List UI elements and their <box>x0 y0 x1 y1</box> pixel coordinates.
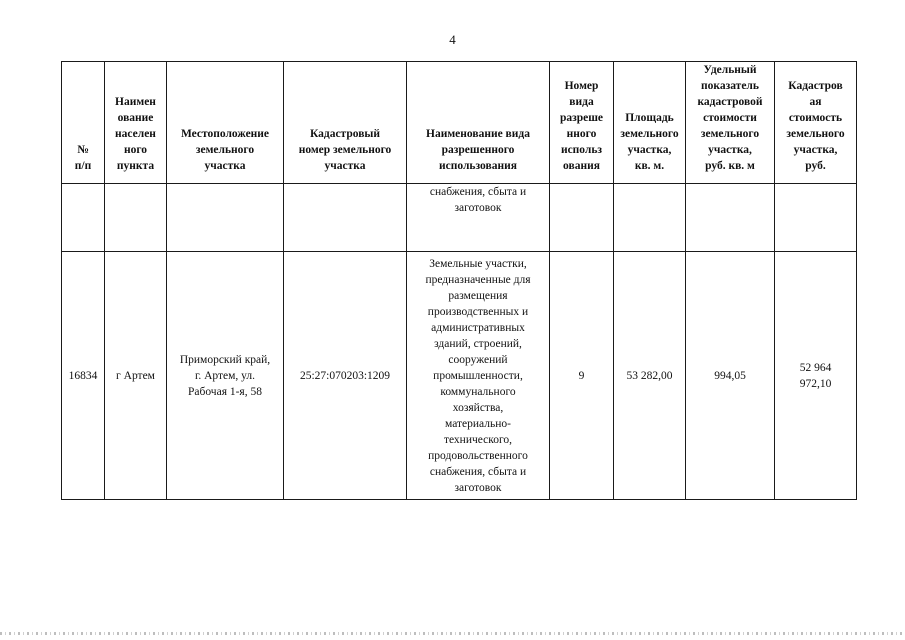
cadastral-value-table <box>61 61 857 500</box>
cell-number: 16834 <box>62 252 105 500</box>
text-line: хозяйства, <box>452 402 504 414</box>
text-line: Местоположение <box>180 128 270 140</box>
text-line: п/п <box>74 160 92 172</box>
text-line: продовольственного <box>428 450 528 462</box>
text-line: материально- <box>445 418 511 430</box>
header-number <box>62 62 105 184</box>
text-line: участка, <box>708 144 752 156</box>
cell-unit-value: 994,05 <box>686 252 775 500</box>
text-line: ование <box>117 112 154 124</box>
header-use-code <box>550 62 614 184</box>
text-line: земельного <box>620 128 679 140</box>
header-area <box>614 62 686 184</box>
text-line: участка, <box>627 144 672 156</box>
text-line: промышленности, <box>433 370 523 382</box>
text-line: руб. <box>805 160 826 172</box>
cell-empty <box>775 184 857 252</box>
text-line: коммунального <box>440 386 516 398</box>
text-line: номер земельного <box>298 144 392 156</box>
text-line: снабжения, сбыта и <box>429 466 527 478</box>
text-line: ного <box>123 144 148 156</box>
text-line: производственных и <box>427 306 529 318</box>
text-line: Земельные участки, <box>429 258 527 270</box>
header-use-type <box>407 62 550 184</box>
text-line: Номер <box>564 80 599 92</box>
cell-area: 53 282,00 <box>614 252 686 500</box>
text-line: Рабочая 1-я, 58 <box>188 385 262 398</box>
cell-empty <box>284 184 407 252</box>
text-line: пункта <box>116 160 155 172</box>
text-line: нного <box>566 128 597 140</box>
cell-use-type <box>407 252 550 500</box>
text-line: разреше <box>559 112 604 124</box>
header-cadastral-value <box>775 62 857 184</box>
text-line: административных <box>431 322 525 334</box>
text-line: населен <box>115 128 156 140</box>
cell-settlement: г Артем <box>105 252 167 500</box>
text-line: земельного <box>195 144 255 156</box>
text-line: участка, <box>793 144 838 156</box>
text-line: 52 964 <box>799 361 832 374</box>
header-settlement <box>105 62 167 184</box>
text-line: технического, <box>443 434 513 446</box>
text-line: предназначенные для <box>425 274 531 286</box>
text-line: ая <box>809 96 822 108</box>
text-line: стоимости <box>703 112 757 124</box>
text-line: кв. м. <box>634 160 665 172</box>
page-number: 4 <box>449 32 456 47</box>
cell-cadastral-number: 25:27:070203:1209 <box>284 252 407 500</box>
text-line: руб. кв. м <box>705 160 755 172</box>
cell-empty <box>550 184 614 252</box>
text-line: показатель <box>701 80 759 92</box>
text-line: снабжения, сбыта и <box>429 186 527 198</box>
text-line: размещения <box>448 290 508 302</box>
cell-empty <box>62 184 105 252</box>
table-header-row <box>62 62 857 184</box>
cell-use-code: 9 <box>550 252 614 500</box>
text-line: зданий, строений, <box>434 338 522 350</box>
text-line: № <box>77 144 89 156</box>
cell-empty <box>614 184 686 252</box>
text-line: г. Артем, ул. <box>194 369 256 382</box>
text-line: Приморский край, <box>179 353 271 366</box>
text-line: Кадастров <box>788 80 843 92</box>
text-line: 972,10 <box>799 377 832 390</box>
text-line: использ <box>560 144 603 156</box>
text-line: кадастровой <box>697 96 763 108</box>
text-line: Наименование вида <box>426 128 530 140</box>
text-line: стоимость <box>788 112 843 124</box>
text-line: Площадь <box>625 112 674 124</box>
cell-cadastral-value <box>775 252 857 500</box>
cell-empty <box>105 184 167 252</box>
text-line: Удельный <box>703 64 757 76</box>
cell-location <box>167 252 284 500</box>
cell-empty <box>686 184 775 252</box>
text-line: заготовок <box>454 202 502 214</box>
text-line: использования <box>439 160 517 172</box>
text-line: заготовок <box>454 482 502 494</box>
cell-continuation-use <box>407 184 550 252</box>
text-line: Кадастровый <box>309 128 381 140</box>
text-line: вида <box>569 96 594 108</box>
text-line: земельного <box>700 128 760 140</box>
header-unit-value <box>686 62 775 184</box>
table-row <box>62 252 857 500</box>
header-location <box>167 62 284 184</box>
text-line: Наимен <box>115 96 156 108</box>
text-line: участка <box>204 160 246 172</box>
continuation-row <box>62 184 857 252</box>
cell-empty <box>167 184 284 252</box>
text-line: земельного <box>786 128 845 140</box>
scan-artifact-line <box>0 632 905 635</box>
header-cadastral-number <box>284 62 407 184</box>
text-line: разрешенного <box>441 144 515 156</box>
text-line: сооружений <box>448 354 508 366</box>
text-line: ования <box>563 160 600 172</box>
text-line: участка <box>324 160 366 172</box>
